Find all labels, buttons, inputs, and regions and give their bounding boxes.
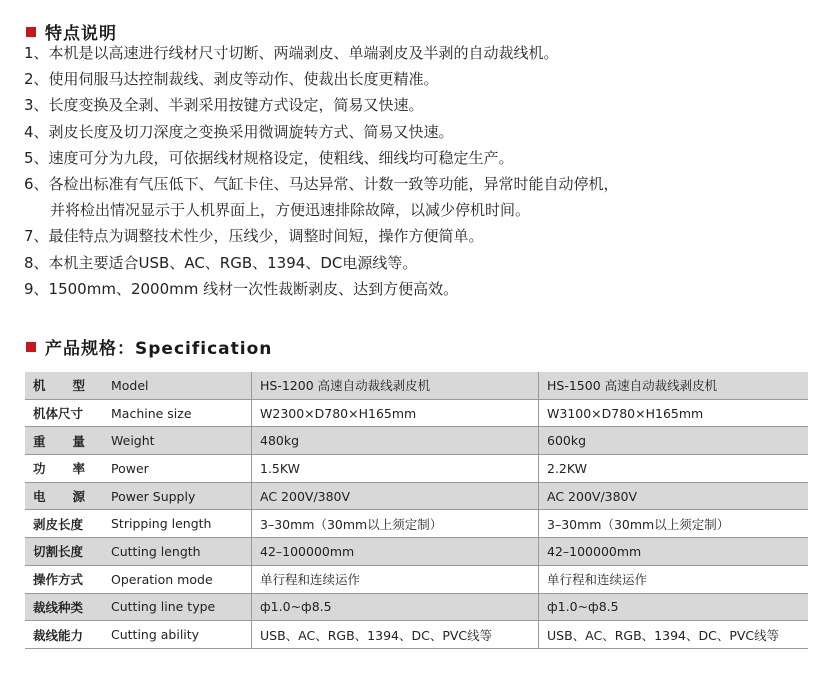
spec-row (25, 372, 808, 399)
spec-value-hs1200: USB、AC、RGB、1394、DC、PVC线等 (252, 621, 539, 649)
spec-label-cn-char: 机 (33, 378, 46, 394)
spec-row (25, 565, 808, 593)
spec-label-en: Cutting ability (103, 621, 252, 649)
spec-label-cn-char: 重 (33, 433, 46, 449)
spec-label-en: Stripping length (103, 510, 252, 538)
spec-label-en: Operation mode (103, 565, 252, 593)
feature-item: 8、本机主要适合USB、AC、RGB、1394、DC电源线等。 (24, 253, 418, 272)
spec-label-cn: 裁线种类 (25, 593, 103, 621)
spec-value-hs1200: W2300×D780×H165mm (252, 399, 539, 427)
spec-row (25, 538, 808, 566)
feature-item: 9、1500mm、2000mm 线材一次性裁断剥皮、达到方便高效。 (24, 279, 459, 298)
spec-label-en: Cutting length (103, 538, 252, 566)
spec-row (25, 593, 808, 621)
spec-value-hs1200: 480kg (252, 427, 539, 455)
spec-value-hs1200: 1.5KW (252, 455, 539, 483)
spec-label-en: Machine size (103, 399, 252, 427)
spec-label-cn-char: 功 (33, 461, 46, 477)
spec-value-hs1200: HS-1200 高速自动裁线剥皮机 (252, 372, 539, 399)
spec-value-hs1500: AC 200V/380V (539, 482, 809, 510)
feature-item: 1、本机是以高速进行线材尺寸切断、两端剥皮、单端剥皮及半剥的自动裁线机。 (24, 44, 559, 62)
spec-row (25, 482, 808, 510)
spec-label-cn: 裁线能力 (25, 621, 103, 649)
spec-label-cn: 机体尺寸 (25, 399, 103, 427)
spec-row (25, 621, 808, 649)
feature-item: 3、长度变换及全剥、半剥采用按键方式设定，简易又快速。 (24, 96, 424, 115)
spec-label-cn-char: 电 (33, 489, 46, 505)
spec-label-cn: 操作方式 (25, 565, 103, 593)
spec-label-cn-char: 量 (72, 433, 85, 449)
spec-label-cn (25, 482, 103, 510)
section-marker-icon (26, 342, 36, 352)
spec-header (26, 334, 272, 359)
feature-item: 6、各检出标准有气压低下、气缸卡住、马达异常、计数一致等功能，异常时能自动停机， (24, 175, 619, 194)
spec-label-cn (25, 372, 103, 399)
spec-label-cn: 剥皮长度 (25, 510, 103, 538)
features-title: 特点说明 (45, 24, 117, 44)
spec-label-cn (25, 427, 103, 455)
spec-table (25, 372, 808, 649)
spec-label-en: Cutting line type (103, 593, 252, 621)
spec-title: 产品规格：Specification (45, 339, 273, 359)
spec-label-en: Power (103, 455, 252, 483)
feature-item: 7、最佳特点为调整技术性少，压线少，调整时间短，操作方便简单。 (24, 227, 484, 246)
spec-row (25, 510, 808, 538)
spec-value-hs1500: USB、AC、RGB、1394、DC、PVC线等 (539, 621, 809, 649)
spec-label-cn-char: 率 (72, 461, 85, 477)
spec-table-body (25, 372, 808, 648)
spec-row (25, 399, 808, 427)
spec-row (25, 455, 808, 483)
spec-value-hs1500: 2.2KW (539, 455, 809, 483)
spec-value-hs1500: HS-1500 高速自动裁线剥皮机 (539, 372, 809, 399)
spec-row (25, 427, 808, 455)
feature-item: 4、剥皮长度及切刀深度之变换采用微调旋转方式、简易又快速。 (24, 122, 454, 141)
spec-value-hs1500: W3100×D780×H165mm (539, 399, 809, 427)
spec-value-hs1200: ф1.0~ф8.5 (252, 593, 539, 621)
spec-label-cn: 切割长度 (25, 538, 103, 566)
spec-label-en: Power Supply (103, 482, 252, 510)
feature-item: 2、使用伺服马达控制裁线、剥皮等动作、使裁出长度更精准。 (24, 70, 439, 89)
spec-label-cn-char: 源 (72, 489, 85, 505)
spec-value-hs1500: 单行程和连续运作 (539, 565, 809, 593)
spec-label-en: Weight (103, 427, 252, 455)
spec-value-hs1500: 3–30mm（30mm以上须定制） (539, 510, 809, 538)
spec-label-cn-char: 型 (72, 378, 85, 394)
spec-label-en: Model (103, 372, 252, 399)
feature-item: 5、速度可分为九段，可依据线材规格设定，使粗线、细线均可稳定生产。 (24, 148, 514, 167)
spec-value-hs1500: ф1.0~ф8.5 (539, 593, 809, 621)
spec-value-hs1500: 600kg (539, 427, 809, 455)
features-list (24, 40, 619, 302)
spec-value-hs1200: 3–30mm（30mm以上须定制） (252, 510, 539, 538)
spec-value-hs1200: 单行程和连续运作 (252, 565, 539, 593)
feature-item-continuation: 并将检出情况显示于人机界面上，方便迅速排除故障，以减少停机时间。 (50, 201, 531, 220)
section-marker-icon (26, 27, 36, 37)
spec-value-hs1200: 42–100000mm (252, 538, 539, 566)
spec-value-hs1200: AC 200V/380V (252, 482, 539, 510)
spec-label-cn (25, 455, 103, 483)
spec-value-hs1500: 42–100000mm (539, 538, 809, 566)
